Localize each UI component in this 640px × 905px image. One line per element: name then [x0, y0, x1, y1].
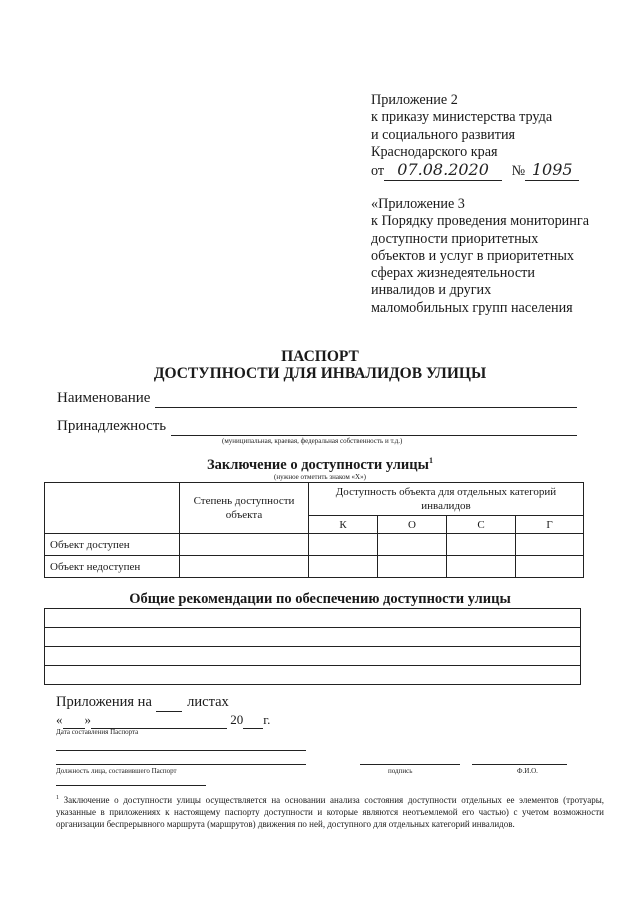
full-name-line[interactable]	[472, 764, 567, 765]
row-label-accessible: Объект доступен	[45, 534, 180, 556]
recommendation-line[interactable]	[45, 609, 581, 628]
date-caption: Дата составления Паспорта	[56, 728, 139, 736]
cell[interactable]	[516, 556, 584, 578]
appendix-2-block	[371, 92, 631, 181]
cell[interactable]	[378, 556, 447, 578]
date-line	[56, 712, 270, 729]
attachments-line	[56, 694, 229, 712]
attachments-prefix: Приложения на	[56, 694, 152, 710]
appendix-3-block	[371, 196, 631, 317]
table-row	[45, 628, 581, 647]
position-caption: Должность лица, составившего Паспорт	[56, 767, 177, 775]
appendix3-line: «Приложение 3	[371, 196, 465, 212]
number-prefix: №	[511, 163, 526, 180]
date-prefix: от	[371, 163, 385, 180]
category-k: К	[309, 516, 378, 534]
ownership-hint: (муниципальная, краевая, федеральная собственность и т.д.)	[222, 437, 403, 445]
appendix-line: и социального развития	[371, 126, 516, 143]
year-suffix: г.	[263, 712, 271, 727]
order-number: 1095	[531, 160, 573, 180]
ownership-field-line[interactable]	[171, 435, 577, 436]
degree-header: Степень доступности объекта	[180, 483, 309, 534]
conclusion-heading	[0, 456, 640, 474]
cell[interactable]	[447, 534, 516, 556]
appendix3-line: сферах жизнедеятельности	[371, 265, 535, 282]
cell[interactable]	[447, 556, 516, 578]
appendix3-line: маломобильных групп населения	[371, 299, 573, 316]
recommendations-heading: Общие рекомендации по обеспечению доступности улицы	[129, 591, 511, 607]
year-field[interactable]	[243, 712, 263, 729]
header-empty-cell	[45, 483, 180, 534]
footnote-text: Заключение о доступности улицы осуществляется на основании анализа состояния доступности отдельных ее элементов (тротуары, указанные в приложениях к настоящему паспорту доступности и которые являются неотъемлемой его частью) с учетом возможности организации беспрерывного маршрута (маршрутов) движения по ней, доступного для отдельных категорий инвалидов.	[56, 795, 604, 829]
appendix3-line: инвалидов и других	[371, 282, 492, 299]
cell[interactable]	[180, 556, 309, 578]
category-g: Г	[516, 516, 584, 534]
cell[interactable]	[309, 534, 378, 556]
year-prefix: 20	[230, 712, 244, 727]
conclusion-hint: (нужное отметить знаком «Х»)	[274, 473, 366, 481]
signature-caption: подпись	[388, 767, 413, 775]
attachments-suffix: листах	[187, 694, 229, 710]
appendix3-line: объектов и услуг в приоритетных	[371, 247, 574, 264]
name-label: Наименование	[57, 390, 151, 406]
footnote-separator	[56, 785, 206, 786]
footnote	[56, 792, 604, 830]
row-label-inaccessible: Объект недоступен	[45, 556, 180, 578]
signature-line[interactable]	[360, 764, 460, 765]
cell[interactable]	[309, 556, 378, 578]
order-date: 07.08.2020	[397, 160, 489, 180]
date-open-quote: «	[56, 712, 63, 727]
footnote-mark: 1	[428, 456, 433, 465]
appendix3-line: доступности приоритетных	[371, 230, 539, 247]
recommendation-line[interactable]	[45, 628, 581, 647]
category-s: С	[447, 516, 516, 534]
conclusion-table	[44, 482, 584, 578]
table-row	[45, 534, 584, 556]
appendix-line: к приказу министерства труда	[371, 109, 553, 126]
recommendation-line[interactable]	[45, 666, 581, 685]
appendix-line: Краснодарского края	[371, 143, 498, 160]
table-row	[45, 647, 581, 666]
table-row	[45, 609, 581, 628]
appendix3-line: к Порядку проведения мониторинга	[371, 213, 589, 230]
name-field-line[interactable]	[155, 407, 577, 408]
recommendations-table	[44, 608, 581, 685]
date-close-quote: »	[84, 712, 91, 727]
conclusion-heading-text: Заключение о доступности улицы	[207, 456, 429, 473]
appendix-line: Приложение 2	[371, 92, 458, 108]
day-field[interactable]	[63, 712, 85, 729]
sheets-count-field[interactable]	[156, 694, 182, 712]
order-date-number	[371, 161, 631, 181]
table-row	[45, 556, 584, 578]
name-caption: Ф.И.О.	[517, 767, 538, 775]
position-line-2[interactable]	[56, 764, 306, 765]
ownership-label: Принадлежность	[57, 418, 167, 434]
document-subtitle: ДОСТУПНОСТИ ДЛЯ ИНВАЛИДОВ УЛИЦЫ	[153, 365, 487, 382]
recommendation-line[interactable]	[45, 647, 581, 666]
document-title: ПАСПОРТ	[281, 348, 359, 365]
cell[interactable]	[180, 534, 309, 556]
cell[interactable]	[516, 534, 584, 556]
position-line-1[interactable]	[56, 750, 306, 751]
month-field[interactable]	[91, 712, 227, 729]
footnote-number: 1	[56, 795, 59, 801]
access-header: Доступность объекта для отдельных категорий инвалидов	[309, 483, 584, 516]
category-o: О	[378, 516, 447, 534]
cell[interactable]	[378, 534, 447, 556]
table-row	[45, 666, 581, 685]
